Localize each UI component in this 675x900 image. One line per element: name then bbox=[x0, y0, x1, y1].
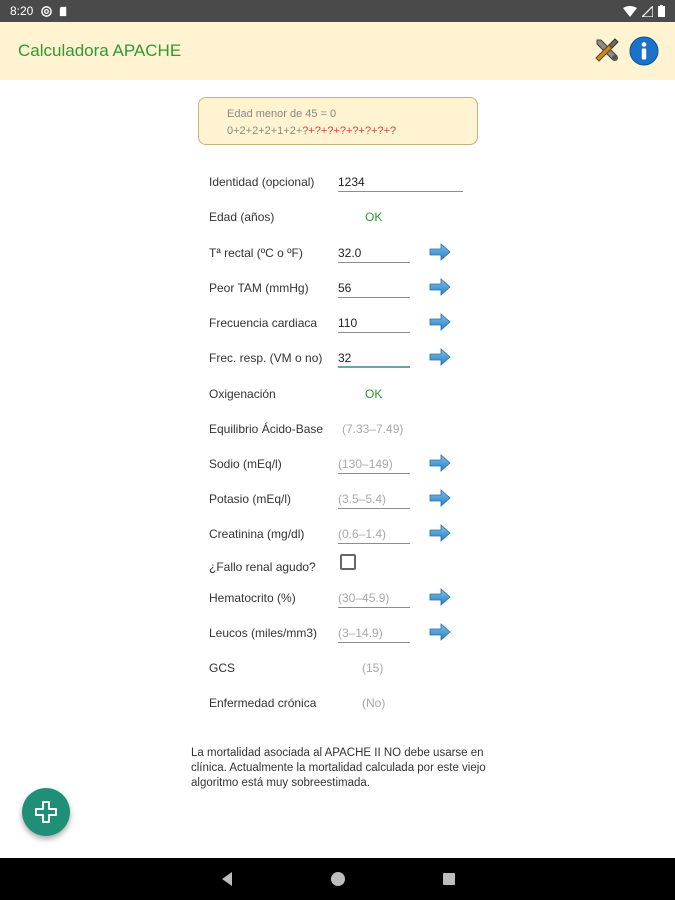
identidad-label: Identidad (opcional) bbox=[209, 175, 315, 189]
row-leucos bbox=[0, 615, 675, 650]
add-fab-button[interactable] bbox=[22, 788, 70, 836]
arrow-right-icon[interactable] bbox=[429, 243, 451, 261]
row-identidad bbox=[0, 164, 675, 199]
at-sign-icon bbox=[41, 6, 52, 17]
hematocrito-input[interactable]: (30–45.9) bbox=[338, 584, 410, 608]
row-fallo-renal bbox=[0, 549, 675, 584]
leucos-label: Leucos (miles/mm3) bbox=[209, 626, 318, 640]
identidad-input[interactable]: 1234 bbox=[338, 168, 463, 192]
edad-label: Edad (años) bbox=[209, 210, 275, 224]
arrow-right-icon[interactable] bbox=[429, 489, 451, 507]
formula-note: Edad menor de 45 = 0 bbox=[227, 108, 337, 120]
back-icon[interactable] bbox=[219, 871, 235, 887]
fc-input[interactable]: 110 bbox=[338, 309, 410, 333]
info-icon[interactable] bbox=[629, 36, 659, 66]
home-icon[interactable] bbox=[330, 871, 346, 887]
creatinina-input[interactable]: (0.6–1.4) bbox=[338, 520, 410, 544]
add-icon bbox=[33, 799, 59, 825]
row-fc bbox=[0, 305, 675, 340]
tools-icon[interactable] bbox=[591, 36, 621, 66]
gcs-label: GCS bbox=[209, 661, 236, 675]
arrow-right-icon[interactable] bbox=[429, 623, 451, 641]
row-enfermedad[interactable] bbox=[0, 685, 675, 720]
potasio-label: Potasio (mEq/l) bbox=[209, 492, 292, 506]
gcs-hint[interactable]: (15) bbox=[362, 661, 384, 675]
acido-base-hint[interactable]: (7.33–7.49) bbox=[342, 422, 404, 436]
fr-label: Frec. resp. (VM o no) bbox=[209, 351, 323, 365]
row-hematocrito bbox=[0, 580, 675, 615]
row-edad[interactable] bbox=[0, 199, 675, 234]
row-sodio bbox=[0, 446, 675, 481]
arrow-right-icon[interactable] bbox=[429, 348, 451, 366]
row-gcs[interactable] bbox=[0, 650, 675, 685]
row-creatinina bbox=[0, 516, 675, 551]
app-title: Calculadora APACHE bbox=[18, 41, 182, 60]
enfermedad-hint[interactable]: (No) bbox=[362, 696, 386, 710]
system-nav-bar bbox=[0, 858, 675, 900]
temp-label: Tª rectal (ºC o ºF) bbox=[209, 246, 303, 260]
hematocrito-label: Hematocrito (%) bbox=[209, 591, 296, 605]
arrow-right-icon[interactable] bbox=[429, 454, 451, 472]
temp-input[interactable]: 32.0 bbox=[338, 239, 410, 263]
disclaimer-text: La mortalidad asociada al APACHE II NO debe usarse en clínica. Actualmente la mortalidad calculada por este viejo algoritmo está muy sobreestimada. bbox=[191, 747, 486, 789]
fr-input[interactable]: 32 bbox=[338, 344, 410, 368]
sodio-input[interactable]: (130–149) bbox=[338, 450, 410, 474]
status-time: 8:20 bbox=[10, 4, 34, 18]
status-bar bbox=[0, 0, 675, 22]
row-fr bbox=[0, 340, 675, 375]
fallo-renal-label: ¿Fallo renal agudo? bbox=[209, 560, 316, 574]
row-acido-base[interactable] bbox=[0, 411, 675, 446]
app-bar bbox=[0, 22, 675, 80]
sodio-label: Sodio (mEq/l) bbox=[209, 457, 282, 471]
arrow-right-icon[interactable] bbox=[429, 313, 451, 331]
arrow-right-icon[interactable] bbox=[429, 524, 451, 542]
oxigenacion-status[interactable]: OK bbox=[365, 387, 383, 401]
tam-input[interactable]: 56 bbox=[338, 274, 410, 298]
acido-base-label: Equilibrio Ácido-Base bbox=[209, 422, 324, 436]
potasio-input[interactable]: (3.5–5.4) bbox=[338, 485, 410, 509]
arrow-right-icon[interactable] bbox=[429, 278, 451, 296]
formula-unknown: ?+?+?+?+?+?+?+? bbox=[302, 125, 397, 137]
fallo-renal-checkbox[interactable] bbox=[340, 554, 356, 570]
tam-label: Peor TAM (mmHg) bbox=[209, 281, 309, 295]
formula-known: 0+2+2+2+1+2+ bbox=[227, 125, 303, 137]
row-oxigenacion[interactable] bbox=[0, 376, 675, 411]
fc-label: Frecuencia cardiaca bbox=[209, 316, 318, 330]
row-potasio bbox=[0, 481, 675, 516]
signal-icon bbox=[642, 6, 653, 17]
battery-icon bbox=[658, 5, 665, 17]
recents-icon[interactable] bbox=[441, 871, 457, 887]
wifi-icon bbox=[623, 6, 637, 17]
score-formula-box bbox=[198, 97, 478, 145]
arrow-right-icon[interactable] bbox=[429, 588, 451, 606]
leucos-input[interactable]: (3–14.9) bbox=[338, 619, 410, 643]
edad-status[interactable]: OK bbox=[365, 210, 383, 224]
oxigenacion-label: Oxigenación bbox=[209, 387, 276, 401]
sd-card-icon bbox=[58, 6, 69, 17]
creatinina-label: Creatinina (mg/dl) bbox=[209, 527, 305, 541]
enfermedad-label: Enfermedad crónica bbox=[209, 696, 317, 710]
formula-sum bbox=[227, 123, 477, 140]
row-temp bbox=[0, 235, 675, 270]
row-tam bbox=[0, 270, 675, 305]
